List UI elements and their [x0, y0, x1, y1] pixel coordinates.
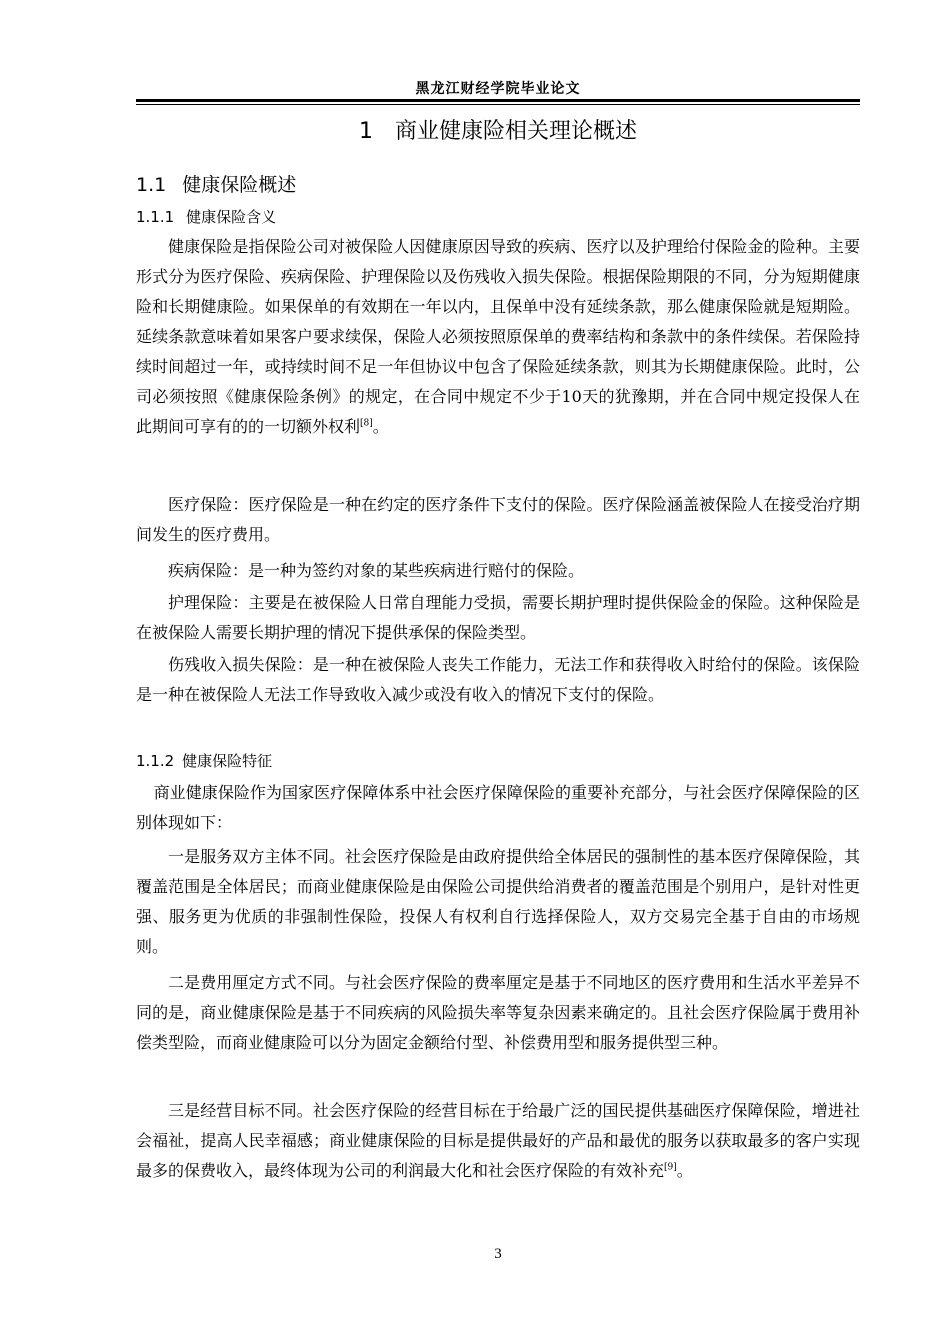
paragraph-end: 。	[676, 1161, 693, 1180]
section-title: 健康保险概述	[182, 174, 297, 196]
subsection-title: 健康保险特征	[182, 752, 273, 770]
subsection-number: 1.1.2	[136, 752, 175, 770]
chapter-title: 商业健康险相关理论概述	[394, 119, 637, 144]
paragraph-medical-insurance: 医疗保险：医疗保险是一种在约定的医疗条件下支付的保险。医疗保险涵盖被保险人在接受治疗期间发生的医疗费用。	[136, 495, 860, 544]
paragraph-feature-goal	[136, 1096, 860, 1186]
section-number: 1.1	[136, 174, 167, 196]
citation: [9]	[664, 1162, 677, 1173]
paragraph-features-intro: 商业健康保险作为国家医疗保障体系中社会医疗保障保险的重要补充部分，与社会医疗保障保险的区别体现如下：	[136, 783, 860, 832]
paragraph-definition	[136, 232, 860, 442]
section-heading-1-1	[136, 170, 296, 197]
paragraph-disability-insurance: 伤残收入损失保险：是一种在被保险人丧失工作能力，无法工作和获得收入时给付的保险。该保险是一种在被保险人无法工作导致收入减少或没有收入的情况下支付的保险。	[136, 655, 860, 704]
paragraph-text: 三是经营目标不同。社会医疗保险的经营目标在于给最广泛的国民提供基础医疗保障保险，增进社会福祉，提高人民幸福感；商业健康保险的目标是提供最好的产品和最优的服务以获取最多的客户实现最多的保费收入，最终体现为公司的利润最大化和社会医疗保险的有效补充	[136, 1101, 860, 1180]
paragraph-disease-insurance: 疾病保险：是一种为签约对象的某些疾病进行赔付的保险。	[168, 561, 585, 580]
running-header: 黑龙江财经学院毕业论文	[415, 81, 581, 97]
header-rule-thick	[136, 99, 860, 102]
paragraph-text: 健康保险是指保险公司对被保险人因健康原因导致的疾病、医疗以及护理给付保险金的险种。主要形式分为医疗保险、疾病保险、护理保险以及伤残收入损失保险。根据保险期限的不同，分为短期健康险和长期健康险。如果保单的有效期在一年以内，且保单中没有延续条款，那么健康保险就是短期险。延续条款意味着如果客户要求续保，保险人必须按照原保单的费率结构和条款中的条件续保。若保险持续时间超过一年，或持续时间不足一年但协议中包含了保险延续条款，则其为长期健康保险。此时，公司必须按照《健康保险条例》的规定，在合同中规定不少于10天的犹豫期，并在合同中规定投保人在此期间可享有的的一切额外权利	[136, 237, 860, 436]
subsection-number: 1.1.1	[136, 208, 175, 226]
paragraph-feature-subject: 一是服务双方主体不同。社会医疗保险是由政府提供给全体居民的强制性的基本医疗保障保险，其覆盖范围是全体居民；而商业健康保险是由保险公司提供给消费者的覆盖范围是个别用户，是针对性更强、服务更为优质的非强制性保险，投保人有权利自行选择保险人，双方交易完全基于自由的市场规则。	[136, 847, 860, 956]
paragraph-feature-pricing: 二是费用厘定方式不同。与社会医疗保险的费率厘定是基于不同地区的医疗费用和生活水平差异不同的是，商业健康保险是基于不同疾病的风险损失率等复杂因素来确定的。且社会医疗保险属于费用补偿类型险，而商业健康险可以分为固定金额给付型、补偿费用型和服务提供型三种。	[136, 973, 860, 1052]
subsection-heading-1-1-1	[136, 206, 276, 227]
subsection-title: 健康保险含义	[186, 208, 277, 226]
paragraph-end: 。	[372, 417, 389, 436]
chapter-heading	[136, 114, 860, 145]
chapter-number: 1	[358, 119, 373, 144]
subsection-heading-1-1-2	[136, 750, 272, 771]
paragraph-care-insurance: 护理保险：主要是在被保险人日常自理能力受损，需要长期护理时提供保险金的保险。这种保险是在被保险人需要长期护理的情况下提供承保的保险类型。	[136, 593, 860, 642]
citation: [8]	[360, 418, 373, 429]
page-number: 3	[494, 1246, 502, 1262]
header-rule-thin	[136, 104, 860, 105]
